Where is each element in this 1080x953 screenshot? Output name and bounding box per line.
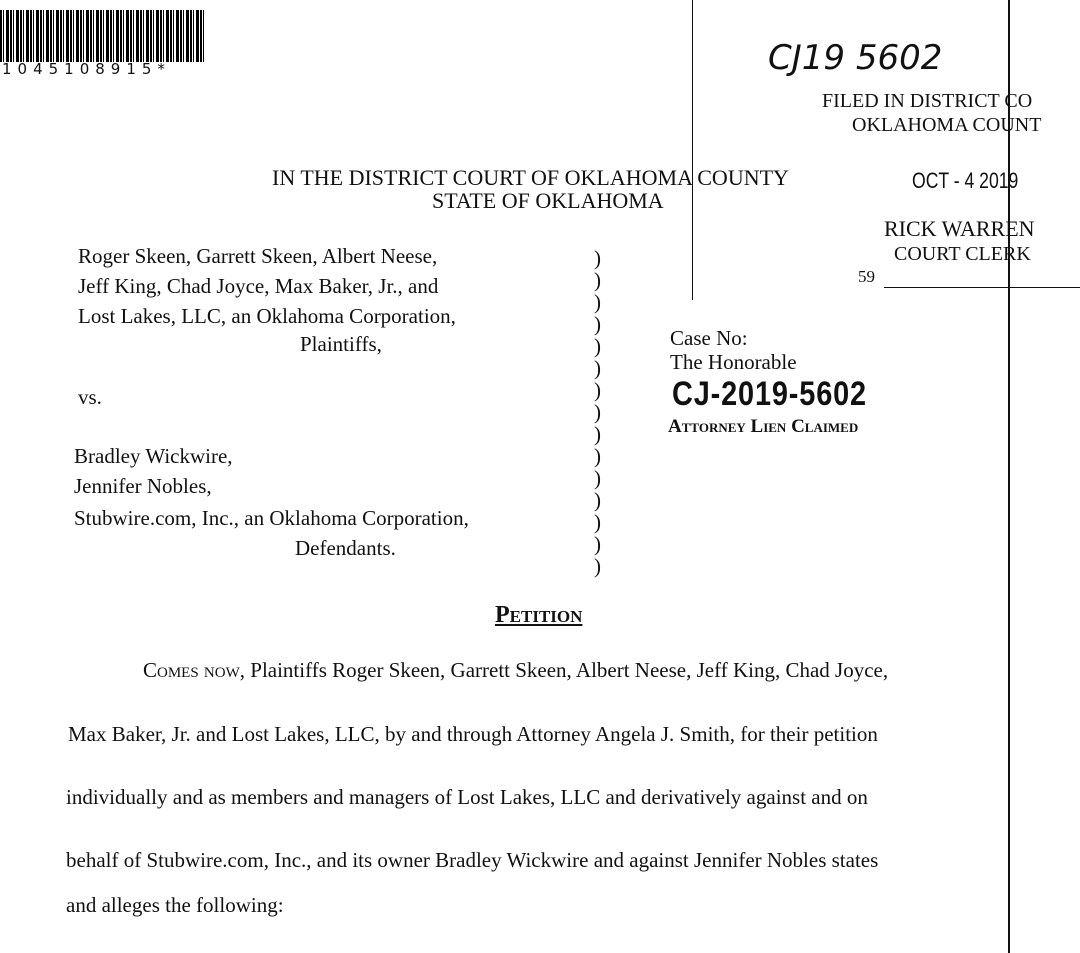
paren: ): [594, 532, 601, 556]
plaintiffs-label: Plaintiffs,: [300, 332, 382, 356]
plaintiff-line: Roger Skeen, Garrett Skeen, Albert Neese,: [78, 244, 438, 268]
body-line: Max Baker, Jr. and Lost Lakes, LLC, by and through Attorney Angela J. Smith, for their petition: [68, 722, 878, 746]
paren: ): [594, 378, 601, 402]
paren: ): [594, 466, 601, 490]
defendant-line: Jennifer Nobles,: [74, 474, 212, 498]
scan-line: [692, 0, 693, 300]
filed-stamp-line1: FILED IN DISTRICT CO: [822, 90, 1033, 112]
court-caption-line1: IN THE DISTRICT COURT OF OKLAHOMA COUNTY: [272, 165, 789, 190]
barcode-number: 1045108915*: [2, 60, 171, 78]
paren: ): [594, 356, 601, 380]
paren: ): [594, 488, 601, 512]
plaintiff-line: Jeff King, Chad Joyce, Max Baker, Jr., and: [78, 274, 439, 298]
filed-date: OCT - 4 2019: [912, 168, 1019, 193]
paren: ): [594, 400, 601, 424]
body-line: [143, 658, 888, 683]
barcode: [0, 10, 205, 62]
defendant-line: Stubwire.com, Inc., an Oklahoma Corporation,: [74, 506, 469, 530]
body-line: behalf of Stubwire.com, Inc., and its owner Bradley Wickwire and against Jennifer Nobles states: [66, 848, 879, 872]
court-caption-line2: STATE OF OKLAHOMA: [432, 188, 664, 213]
signature-line: [884, 287, 1080, 288]
paren: ): [594, 290, 601, 314]
defendants-label: Defendants.: [295, 536, 396, 560]
case-number-stamp: CJ-2019-5602: [672, 375, 867, 413]
defendant-line: Bradley Wickwire,: [74, 444, 233, 468]
paren: ): [594, 554, 601, 578]
case-no-label: Case No:: [670, 326, 748, 350]
document-title: Petition: [495, 602, 583, 628]
clerk-name: RICK WARREN: [884, 216, 1035, 241]
body-text: , Plaintiffs Roger Skeen, Garrett Skeen, Albert Neese, Jeff King, Chad Joyce,: [239, 658, 889, 682]
plaintiff-line: Lost Lakes, LLC, an Oklahoma Corporation,: [78, 304, 456, 328]
clerk-number: 59: [858, 267, 875, 286]
body-line: individually and as members and managers of Lost Lakes, LLC and derivatively against and on: [66, 785, 868, 809]
paren: ): [594, 246, 601, 270]
scan-line: [1008, 0, 1010, 953]
body-lead: Comes now: [143, 658, 240, 682]
attorney-lien: Attorney Lien Claimed: [668, 416, 859, 437]
body-line: and alleges the following:: [66, 893, 284, 917]
clerk-title: COURT CLERK: [894, 243, 1031, 265]
paren: ): [594, 510, 601, 534]
paren: ): [594, 268, 601, 292]
paren: ): [594, 444, 601, 468]
paren: ): [594, 312, 601, 336]
paren: ): [594, 422, 601, 446]
versus: vs.: [78, 385, 102, 409]
handwritten-note: CJ19 5602: [768, 38, 943, 78]
filed-stamp-line2: OKLAHOMA COUNT: [852, 114, 1042, 136]
honorable-label: The Honorable: [670, 350, 797, 374]
paren: ): [594, 334, 601, 358]
